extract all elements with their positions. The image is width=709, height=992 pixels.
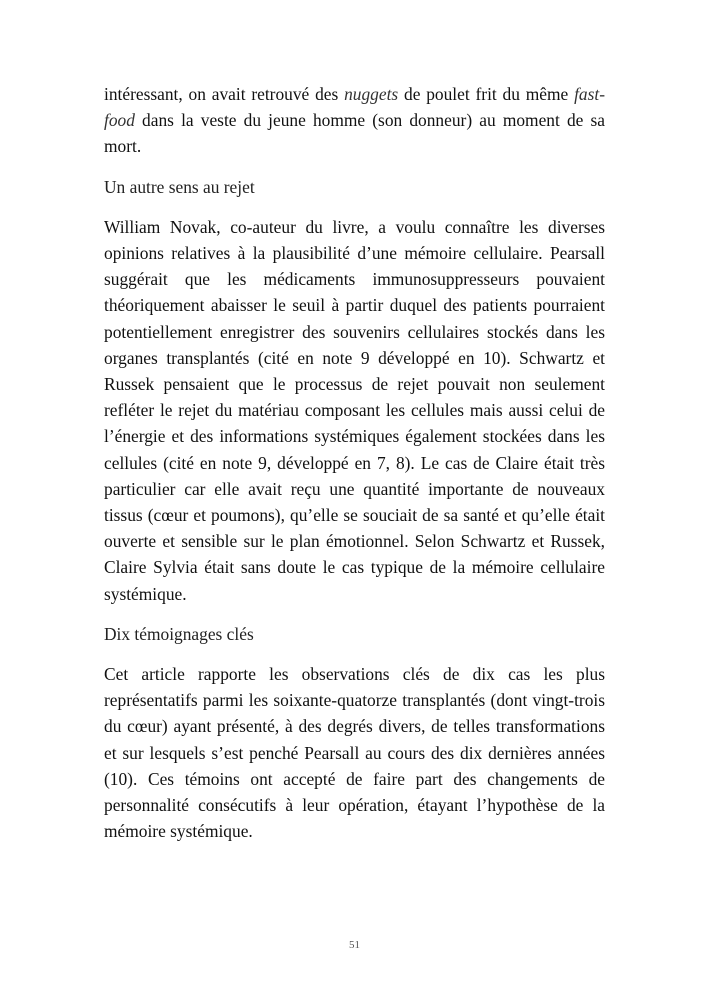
paragraph-1-text-a: intéressant, on avait retrouvé des bbox=[104, 84, 345, 104]
paragraph-1 bbox=[104, 81, 605, 160]
paragraph-2: William Novak, co-auteur du livre, a voulu connaître les diverses opinions relatives à la plausibilité d’une mémoire cellulaire. Pearsall suggérait que les médicaments immunosuppresseurs pouvaient théoriquement abaisser le seuil à partir duquel des patients pourraient potentiellement enregistrer des souvenirs cellulaires stockés dans les organes transplantés (cité en note 9 développé en 10). Schwartz et Russek pensaient que le processus de rejet pouvait non seulement refléter le rejet du matériau composant les cellules mais aussi celui de l’énergie et des informations systémiques également stockées dans les cellules (cité en note 9, développé en 7, 8). Le cas de Claire était très particulier car elle avait reçu une quantité importante de nouveaux tissus (cœur et poumons), qu’elle se souciait de sa santé et qu’elle était ouverte et sensible sur le plan émotionnel. Selon Schwartz et Russek, Claire Sylvia était sans doute le cas typique de la mémoire cellulaire systémique. bbox=[104, 216, 605, 604]
section-heading-rejet: Un autre sens au rejet bbox=[104, 176, 255, 197]
paragraph-1-text-b: de poulet frit du même bbox=[398, 84, 575, 104]
italic-fast-food: fast-food bbox=[104, 84, 605, 131]
page-number: 51 bbox=[349, 939, 360, 951]
paragraph-3: Cet article rapporte les observations clés de dix cas les plus représentatifs parmi les soixante-quatorze transplantés (dont vingt-trois du cœur) ayant présenté, à des degrés divers, de telles transformations et sur lesquels s’est penché Pearsall au cours des dix dernières années (10). Ces témoins ont accepté de faire part des changements de personnalité consécutifs à leur opération, étayant l’hypothèse de la mémoire systémique. bbox=[104, 664, 605, 842]
page-body bbox=[104, 81, 605, 844]
paragraph-1-text-c: dans la veste du jeune homme (son donneur) au moment de sa mort. bbox=[104, 110, 605, 157]
italic-nuggets: nuggets bbox=[344, 84, 399, 104]
section-heading-temoignages: Dix témoignages clés bbox=[104, 623, 254, 644]
